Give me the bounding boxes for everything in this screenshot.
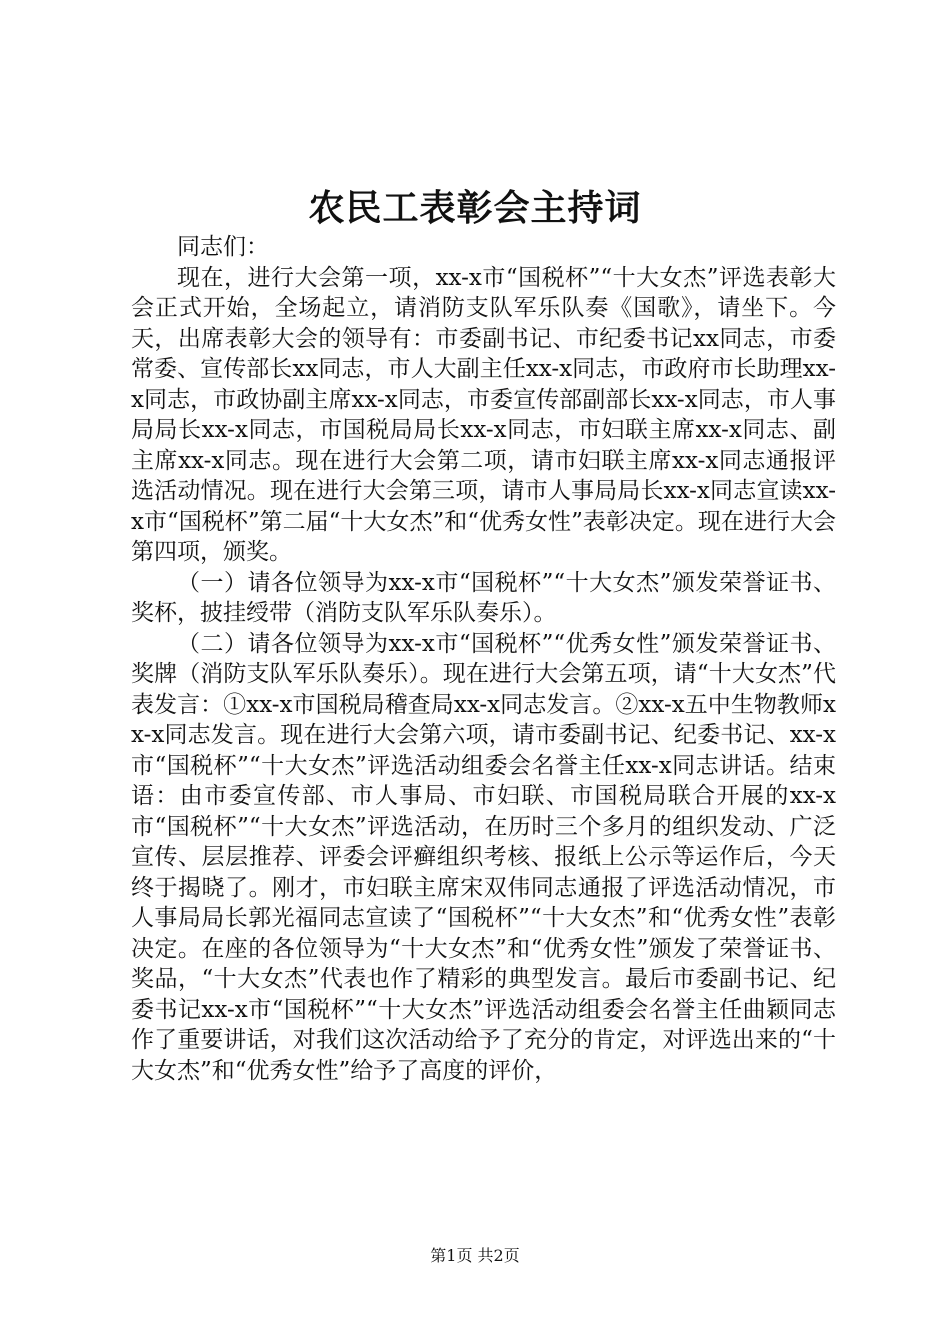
document-title: 农民工表彰会主持词 (308, 187, 642, 229)
paragraph-award-item-2: （二）请各位领导为xx-x市“国税杯”“优秀女性”颁发荣誉证书、奖牌（消防支队军乐队奏乐）。现在进行大会第五项，请“十大女杰”代表发言：①xx-x市国税局稽查局xx-x同志发言。②xx-x五中生物教师xx-x同志发言。现在进行大会第六项，请市委副书记、纪委书记、xx-x市“国税杯”“十大女杰”评选活动组委会名誉主任xx-x同志讲话。结束语：由市委宣传部、市人事局、市妇联、市国税局联合开展的xx-x市“国税杯”“十大女杰”评选活动，在历时三个多月的组织发动、广泛宣传、层层推荐、评委会评癣组织考核、报纸上公示等运作后，今天终于揭晓了。刚才，市妇联主席宋双伟同志通报了评选活动情况，市人事局局长郭光福同志宣读了“国税杯”“十大女杰”和“优秀女性”表彰决定。在座的各位领导为“十大女杰”和“优秀女性”颁发了荣誉证书、奖品，“十大女杰”代表也作了精彩的典型发言。最后市委副书记、纪委书记xx-x市“国税杯”“十大女杰”评选活动组委会名誉主任曲颖同志作了重要讲话，对我们这次活动给予了充分的肯定，对评选出来的“十大女杰”和“优秀女性”给予了高度的评价， (131, 630, 836, 1084)
paragraph-agenda-opening: 现在，进行大会第一项，xx-x市“国税杯”“十大女杰”评选表彰大会正式开始，全场起立，请消防支队军乐队奏《国歌》，请坐下。今天，出席表彰大会的领导有：市委副书记、市纪委书记xx同志，市委常委、宣传部长xx同志，市人大副主任xx-x同志，市政府市长助理xx-x同志，市政协副主席xx-x同志，市委宣传部副部长xx-x同志，市人事局局长xx-x同志，市国税局局长xx-x同志，市妇联主席xx-x同志、副主席xx-x同志。现在进行大会第二项，请市妇联主席xx-x同志通报评选活动情况。现在进行大会第三项，请市人事局局长xx-x同志宣读xx-x市“国税杯”第二届“十大女杰”和“优秀女性”表彰决定。现在进行大会第四项，颁奖。 (131, 264, 836, 565)
paragraph-greeting: 同志们： (177, 234, 269, 260)
paragraph-award-item-1: （一）请各位领导为xx-x市“国税杯”“十大女杰”颁发荣誉证书、奖杯，披挂绶带（消防支队军乐队奏乐）。 (131, 569, 836, 626)
page-footer: 第1页 共2页 (430, 1246, 520, 1265)
document-body (131, 232, 836, 1086)
